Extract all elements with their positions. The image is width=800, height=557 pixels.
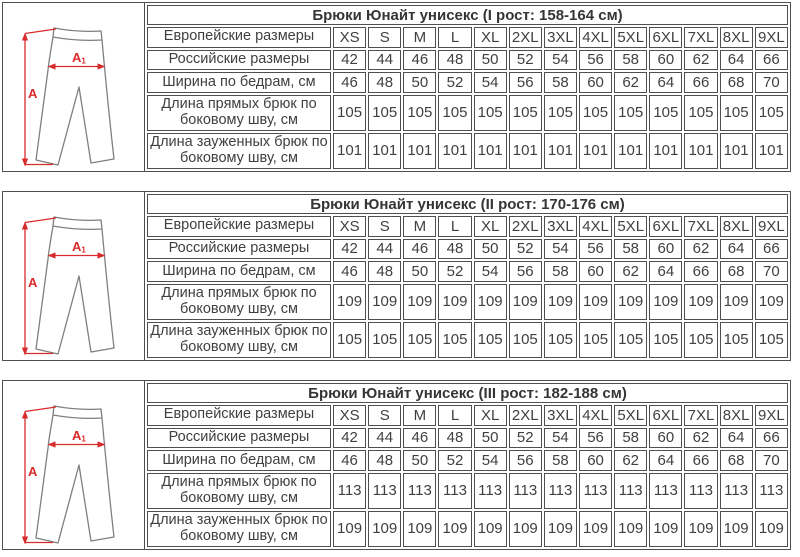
size-value-cell: 105 bbox=[684, 322, 717, 358]
size-value-cell: 50 bbox=[474, 428, 507, 449]
size-value-cell: 105 bbox=[649, 95, 682, 131]
size-value-cell: 109 bbox=[368, 284, 401, 320]
size-value-cell: 62 bbox=[684, 239, 717, 260]
size-value-cell: 50 bbox=[403, 72, 436, 93]
size-value-cell: 105 bbox=[544, 95, 577, 131]
size-value-cell: 54 bbox=[544, 239, 577, 260]
size-value-cell: 66 bbox=[755, 50, 788, 71]
size-value-cell: 105 bbox=[720, 322, 753, 358]
size-value-cell: 46 bbox=[403, 50, 436, 71]
size-value-cell: 9XL bbox=[755, 405, 788, 426]
size-table-section-3 bbox=[2, 380, 791, 550]
size-value-cell: 109 bbox=[403, 511, 436, 547]
size-value-cell: 58 bbox=[544, 450, 577, 471]
size-value-cell: 54 bbox=[544, 50, 577, 71]
size-value-cell: 109 bbox=[579, 511, 612, 547]
size-value-cell: 64 bbox=[649, 261, 682, 282]
size-value-cell: 113 bbox=[684, 473, 717, 509]
size-value-cell: 56 bbox=[509, 72, 542, 93]
size-value-cell: 109 bbox=[438, 511, 471, 547]
size-value-cell: 56 bbox=[509, 261, 542, 282]
size-value-cell: 105 bbox=[474, 95, 507, 131]
size-value-cell: 113 bbox=[368, 473, 401, 509]
length-label: A bbox=[28, 464, 38, 479]
size-value-cell: 109 bbox=[649, 284, 682, 320]
size-value-cell: 101 bbox=[438, 133, 471, 169]
size-value-cell: 101 bbox=[579, 133, 612, 169]
size-value-cell: M bbox=[403, 216, 436, 237]
size-value-cell: 101 bbox=[474, 133, 507, 169]
size-value-cell: 48 bbox=[438, 428, 471, 449]
pants-measurement-figure bbox=[3, 381, 144, 549]
size-value-cell: 105 bbox=[403, 322, 436, 358]
size-value-cell: 105 bbox=[755, 322, 788, 358]
size-value-cell: 109 bbox=[720, 284, 753, 320]
size-value-cell: 113 bbox=[509, 473, 542, 509]
row-label: Длина зауженных брюк по боковому шву, см bbox=[147, 511, 331, 547]
top-reference-line bbox=[25, 407, 56, 412]
size-value-cell: 8XL bbox=[720, 27, 753, 48]
size-value-cell: 101 bbox=[333, 133, 366, 169]
size-value-cell: 113 bbox=[403, 473, 436, 509]
table-title: Брюки Юнайт унисекс (III рост: 182-188 см) bbox=[147, 383, 788, 403]
size-value-cell: 5XL bbox=[614, 27, 647, 48]
size-value-cell: 58 bbox=[544, 261, 577, 282]
size-value-cell: 113 bbox=[579, 473, 612, 509]
size-value-cell: 66 bbox=[684, 450, 717, 471]
size-value-cell: 54 bbox=[544, 428, 577, 449]
size-value-cell: 101 bbox=[755, 133, 788, 169]
size-value-cell: 46 bbox=[333, 450, 366, 471]
row-label: Ширина по бедрам, см bbox=[147, 261, 331, 282]
size-value-cell: 54 bbox=[474, 450, 507, 471]
size-value-cell: 2XL bbox=[509, 216, 542, 237]
size-value-cell: 105 bbox=[368, 322, 401, 358]
size-value-cell: 62 bbox=[614, 261, 647, 282]
size-value-cell: 105 bbox=[403, 95, 436, 131]
size-value-cell: 70 bbox=[755, 72, 788, 93]
table-row bbox=[147, 216, 788, 237]
size-value-cell: 56 bbox=[579, 239, 612, 260]
size-value-cell: 58 bbox=[544, 72, 577, 93]
size-value-cell: S bbox=[368, 216, 401, 237]
pants-outline bbox=[36, 217, 114, 354]
size-value-cell: 105 bbox=[438, 95, 471, 131]
size-value-cell: 62 bbox=[684, 428, 717, 449]
size-value-cell: 109 bbox=[684, 284, 717, 320]
row-label: Российские размеры bbox=[147, 428, 331, 449]
size-value-cell: 48 bbox=[368, 261, 401, 282]
row-label: Длина зауженных брюк по боковому шву, см bbox=[147, 133, 331, 169]
size-value-cell: 46 bbox=[333, 72, 366, 93]
size-value-cell: 5XL bbox=[614, 405, 647, 426]
size-value-cell: 109 bbox=[474, 284, 507, 320]
table-row bbox=[147, 261, 788, 282]
table-title: Брюки Юнайт унисекс (I рост: 158-164 см) bbox=[147, 5, 788, 25]
table-row bbox=[147, 450, 788, 471]
size-value-cell: S bbox=[368, 27, 401, 48]
size-value-cell: XL bbox=[474, 27, 507, 48]
size-value-cell: S bbox=[368, 405, 401, 426]
size-value-cell: 101 bbox=[544, 133, 577, 169]
size-value-cell: 4XL bbox=[579, 216, 612, 237]
size-value-cell: 46 bbox=[403, 428, 436, 449]
table-row bbox=[147, 428, 788, 449]
size-value-cell: 56 bbox=[509, 450, 542, 471]
table-row bbox=[147, 405, 788, 426]
size-value-cell: 109 bbox=[474, 511, 507, 547]
row-label: Российские размеры bbox=[147, 239, 331, 260]
size-value-cell: 68 bbox=[720, 261, 753, 282]
size-value-cell: 109 bbox=[684, 511, 717, 547]
size-value-cell: 109 bbox=[333, 511, 366, 547]
size-value-cell: L bbox=[438, 216, 471, 237]
size-value-cell: 54 bbox=[474, 72, 507, 93]
row-label: Европейские размеры bbox=[147, 405, 331, 426]
size-value-cell: 44 bbox=[368, 50, 401, 71]
size-value-cell: 64 bbox=[649, 72, 682, 93]
size-value-cell: 113 bbox=[755, 473, 788, 509]
size-value-cell: 109 bbox=[649, 511, 682, 547]
size-value-cell: 6XL bbox=[649, 405, 682, 426]
size-value-cell: 101 bbox=[720, 133, 753, 169]
size-value-cell: 9XL bbox=[755, 27, 788, 48]
size-value-cell: 52 bbox=[438, 72, 471, 93]
size-value-cell: 109 bbox=[614, 511, 647, 547]
size-value-cell: L bbox=[438, 27, 471, 48]
size-value-cell: 109 bbox=[720, 511, 753, 547]
row-label: Европейские размеры bbox=[147, 216, 331, 237]
size-value-cell: 2XL bbox=[509, 27, 542, 48]
size-value-cell: 105 bbox=[333, 322, 366, 358]
size-value-cell: M bbox=[403, 405, 436, 426]
size-value-cell: 48 bbox=[368, 72, 401, 93]
table-row bbox=[147, 72, 788, 93]
size-value-cell: 48 bbox=[438, 239, 471, 260]
row-label: Ширина по бедрам, см bbox=[147, 450, 331, 471]
size-value-cell: 109 bbox=[403, 284, 436, 320]
size-value-cell: 3XL bbox=[544, 216, 577, 237]
pants-outline bbox=[36, 28, 114, 165]
size-value-cell: 101 bbox=[403, 133, 436, 169]
size-table-2 bbox=[145, 192, 790, 360]
pants-measurement-figure bbox=[3, 192, 144, 360]
size-value-cell: 101 bbox=[368, 133, 401, 169]
size-value-cell: XL bbox=[474, 216, 507, 237]
size-value-cell: 52 bbox=[509, 239, 542, 260]
hip-label: A1 bbox=[72, 50, 86, 66]
size-value-cell: 68 bbox=[720, 72, 753, 93]
size-value-cell: XS bbox=[333, 216, 366, 237]
pants-measurement-figure bbox=[3, 3, 144, 171]
size-value-cell: 66 bbox=[684, 72, 717, 93]
size-value-cell: 60 bbox=[579, 261, 612, 282]
row-label: Длина прямых брюк по боковому шву, см bbox=[147, 95, 331, 131]
size-value-cell: 60 bbox=[579, 450, 612, 471]
size-value-cell: 105 bbox=[614, 322, 647, 358]
size-value-cell: 105 bbox=[474, 322, 507, 358]
title-row bbox=[147, 194, 788, 214]
size-value-cell: 46 bbox=[403, 239, 436, 260]
size-value-cell: 9XL bbox=[755, 216, 788, 237]
size-value-cell: 50 bbox=[474, 50, 507, 71]
pants-diagram bbox=[3, 3, 145, 171]
size-value-cell: 109 bbox=[438, 284, 471, 320]
top-reference-line bbox=[25, 29, 56, 34]
size-value-cell: 64 bbox=[720, 428, 753, 449]
size-value-cell: 68 bbox=[720, 450, 753, 471]
size-table-3 bbox=[145, 381, 790, 549]
size-value-cell: 46 bbox=[333, 261, 366, 282]
size-value-cell: 62 bbox=[614, 450, 647, 471]
size-value-cell: 7XL bbox=[684, 216, 717, 237]
table-row bbox=[147, 511, 788, 547]
size-value-cell: 109 bbox=[614, 284, 647, 320]
size-value-cell: 105 bbox=[579, 322, 612, 358]
size-value-cell: 101 bbox=[649, 133, 682, 169]
size-value-cell: 109 bbox=[368, 511, 401, 547]
size-value-cell: 66 bbox=[684, 261, 717, 282]
size-value-cell: 62 bbox=[684, 50, 717, 71]
pants-diagram bbox=[3, 381, 145, 549]
size-value-cell: 50 bbox=[474, 239, 507, 260]
size-value-cell: 44 bbox=[368, 239, 401, 260]
size-value-cell: 113 bbox=[333, 473, 366, 509]
size-value-cell: 70 bbox=[755, 450, 788, 471]
size-value-cell: M bbox=[403, 27, 436, 48]
top-reference-line bbox=[25, 218, 56, 223]
size-value-cell: XL bbox=[474, 405, 507, 426]
size-value-cell: 58 bbox=[614, 239, 647, 260]
size-value-cell: 4XL bbox=[579, 27, 612, 48]
size-value-cell: 105 bbox=[544, 322, 577, 358]
table-row bbox=[147, 133, 788, 169]
size-value-cell: 105 bbox=[438, 322, 471, 358]
size-value-cell: 64 bbox=[649, 450, 682, 471]
row-label: Длина зауженных брюк по боковому шву, см bbox=[147, 322, 331, 358]
size-value-cell: 70 bbox=[755, 261, 788, 282]
size-value-cell: 42 bbox=[333, 239, 366, 260]
size-value-cell: 60 bbox=[649, 239, 682, 260]
size-value-cell: 50 bbox=[403, 261, 436, 282]
row-label: Длина прямых брюк по боковому шву, см bbox=[147, 473, 331, 509]
size-value-cell: 105 bbox=[684, 95, 717, 131]
size-value-cell: 52 bbox=[438, 450, 471, 471]
title-row bbox=[147, 383, 788, 403]
size-value-cell: 52 bbox=[509, 50, 542, 71]
size-value-cell: 7XL bbox=[684, 405, 717, 426]
size-value-cell: 113 bbox=[720, 473, 753, 509]
table-row bbox=[147, 473, 788, 509]
table-row bbox=[147, 239, 788, 260]
row-label: Ширина по бедрам, см bbox=[147, 72, 331, 93]
size-value-cell: 109 bbox=[509, 284, 542, 320]
size-value-cell: 6XL bbox=[649, 216, 682, 237]
size-value-cell: 56 bbox=[579, 428, 612, 449]
size-value-cell: 58 bbox=[614, 50, 647, 71]
length-label: A bbox=[28, 275, 38, 290]
table-row bbox=[147, 322, 788, 358]
size-table-section-2 bbox=[2, 191, 791, 361]
size-table-1 bbox=[145, 3, 790, 171]
size-value-cell: 42 bbox=[333, 50, 366, 71]
size-value-cell: 60 bbox=[649, 50, 682, 71]
size-value-cell: 101 bbox=[684, 133, 717, 169]
size-value-cell: 113 bbox=[649, 473, 682, 509]
size-value-cell: 42 bbox=[333, 428, 366, 449]
size-value-cell: 66 bbox=[755, 428, 788, 449]
size-value-cell: 105 bbox=[720, 95, 753, 131]
size-value-cell: 62 bbox=[614, 72, 647, 93]
table-row bbox=[147, 95, 788, 131]
size-value-cell: 44 bbox=[368, 428, 401, 449]
pants-outline bbox=[36, 406, 114, 543]
size-value-cell: 105 bbox=[755, 95, 788, 131]
size-value-cell: 56 bbox=[579, 50, 612, 71]
size-value-cell: 3XL bbox=[544, 27, 577, 48]
size-value-cell: 7XL bbox=[684, 27, 717, 48]
size-chart-page bbox=[0, 2, 800, 557]
hip-label: A1 bbox=[72, 239, 86, 255]
size-value-cell: 48 bbox=[438, 50, 471, 71]
size-value-cell: 109 bbox=[755, 511, 788, 547]
size-value-cell: 101 bbox=[614, 133, 647, 169]
size-value-cell: 109 bbox=[579, 284, 612, 320]
size-value-cell: 8XL bbox=[720, 405, 753, 426]
size-value-cell: 109 bbox=[755, 284, 788, 320]
size-value-cell: 109 bbox=[509, 511, 542, 547]
size-value-cell: 105 bbox=[368, 95, 401, 131]
size-value-cell: 105 bbox=[579, 95, 612, 131]
size-value-cell: 60 bbox=[579, 72, 612, 93]
row-label: Российские размеры bbox=[147, 50, 331, 71]
size-value-cell: 52 bbox=[438, 261, 471, 282]
size-value-cell: 3XL bbox=[544, 405, 577, 426]
table-row bbox=[147, 50, 788, 71]
size-value-cell: 113 bbox=[474, 473, 507, 509]
length-label: A bbox=[28, 86, 38, 101]
size-value-cell: 101 bbox=[509, 133, 542, 169]
size-value-cell: 64 bbox=[720, 239, 753, 260]
size-value-cell: 64 bbox=[720, 50, 753, 71]
size-value-cell: 50 bbox=[403, 450, 436, 471]
table-row bbox=[147, 27, 788, 48]
size-value-cell: 8XL bbox=[720, 216, 753, 237]
size-value-cell: 48 bbox=[368, 450, 401, 471]
row-label: Европейские размеры bbox=[147, 27, 331, 48]
size-value-cell: 105 bbox=[333, 95, 366, 131]
size-value-cell: 105 bbox=[649, 322, 682, 358]
size-value-cell: 113 bbox=[614, 473, 647, 509]
size-value-cell: 105 bbox=[509, 322, 542, 358]
size-value-cell: 113 bbox=[544, 473, 577, 509]
size-value-cell: 52 bbox=[509, 428, 542, 449]
size-value-cell: 5XL bbox=[614, 216, 647, 237]
size-value-cell: 6XL bbox=[649, 27, 682, 48]
size-value-cell: 105 bbox=[614, 95, 647, 131]
size-value-cell: 66 bbox=[755, 239, 788, 260]
size-value-cell: 2XL bbox=[509, 405, 542, 426]
table-title: Брюки Юнайт унисекс (II рост: 170-176 см) bbox=[147, 194, 788, 214]
size-value-cell: XS bbox=[333, 27, 366, 48]
size-value-cell: 58 bbox=[614, 428, 647, 449]
size-value-cell: 54 bbox=[474, 261, 507, 282]
size-value-cell: 109 bbox=[333, 284, 366, 320]
table-row bbox=[147, 284, 788, 320]
size-value-cell: 105 bbox=[509, 95, 542, 131]
title-row bbox=[147, 5, 788, 25]
row-label: Длина прямых брюк по боковому шву, см bbox=[147, 284, 331, 320]
size-value-cell: 113 bbox=[438, 473, 471, 509]
size-value-cell: 60 bbox=[649, 428, 682, 449]
hip-label: A1 bbox=[72, 428, 86, 444]
size-table-section-1 bbox=[2, 2, 791, 172]
size-value-cell: 4XL bbox=[579, 405, 612, 426]
size-value-cell: XS bbox=[333, 405, 366, 426]
pants-diagram bbox=[3, 192, 145, 360]
size-value-cell: 109 bbox=[544, 284, 577, 320]
size-value-cell: 109 bbox=[544, 511, 577, 547]
size-value-cell: L bbox=[438, 405, 471, 426]
